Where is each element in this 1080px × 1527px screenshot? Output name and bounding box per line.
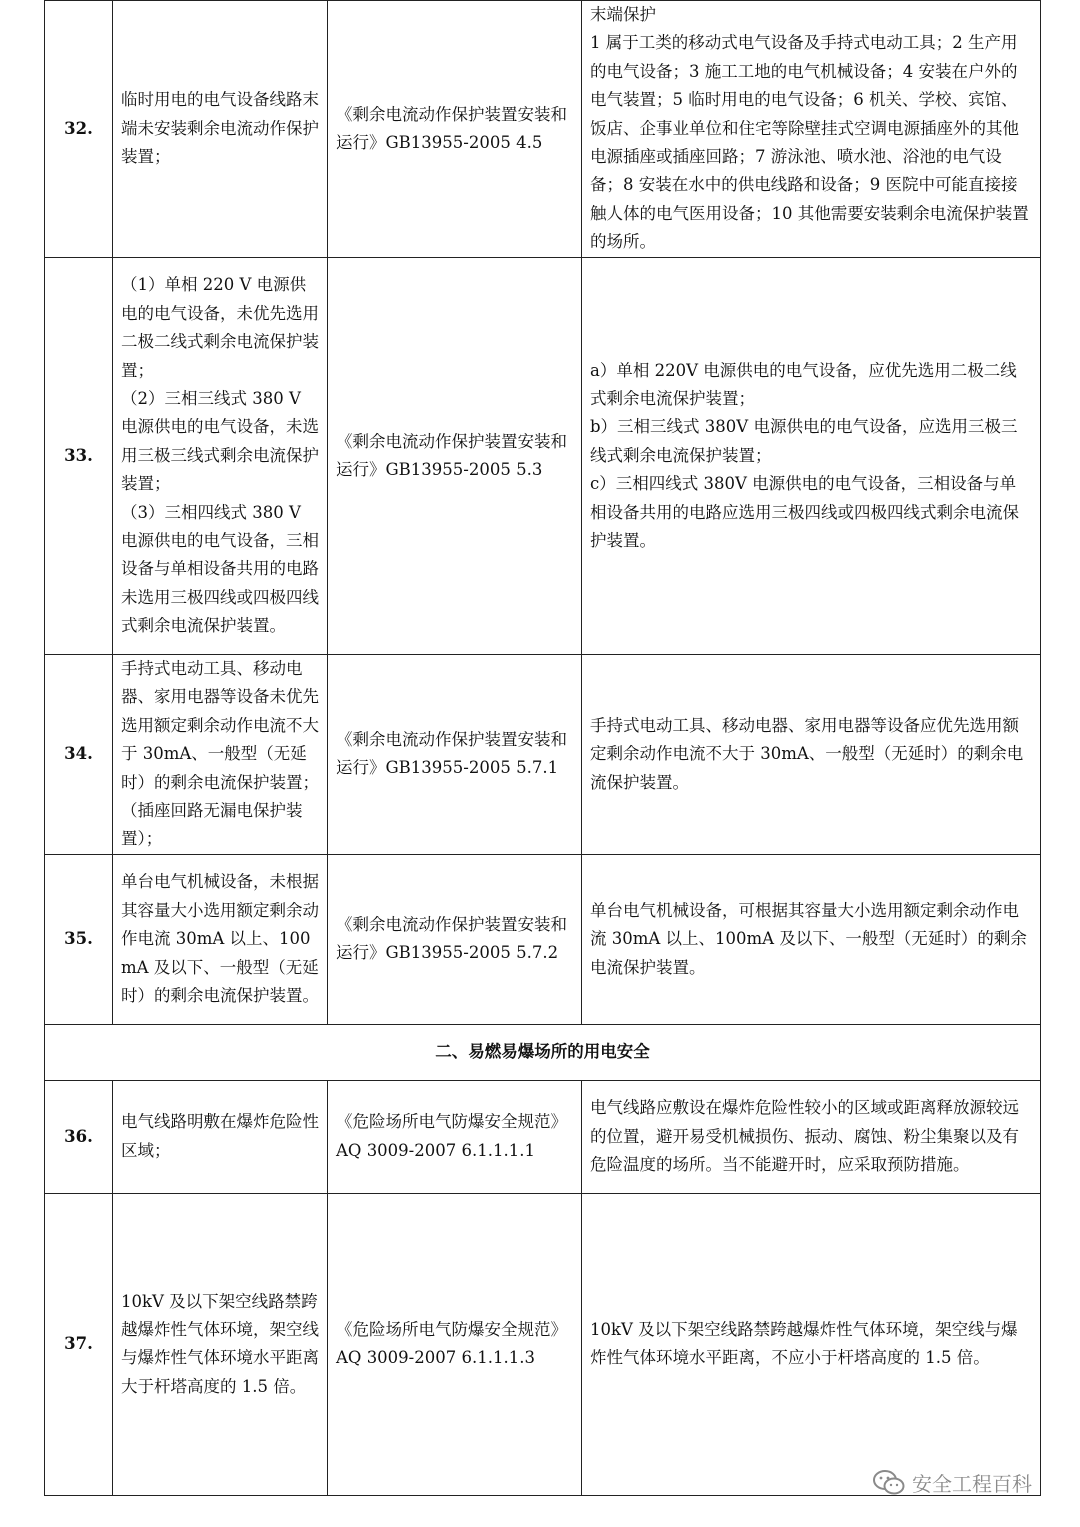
table-row (45, 1080, 1041, 1193)
issue-cell: 单台电气机械设备，未根据其容量大小选用额定剩余动作电流 30mA 以上、100mA 及以下、一般型（无延时）的剩余电流保护装置。 (113, 854, 328, 1024)
requirement-cell: 手持式电动工具、移动电器、家用电器等设备应优先选用额定剩余动作电流不大于 30mA、一般型（无延时）的剩余电流保护装置。 (582, 655, 1041, 855)
issue-cell: 电气线路明敷在爆炸危险性区域； (113, 1080, 328, 1193)
requirement-text: 末端保护 1 属于工类的移动式电气设备及手持式电动工具；2 生产用的电气设备；3 施工工地的电气机械设备；4 安装在户外的电气装置；5 临时用电的电气设备；6 机关、学校、宾馆、饭店、企事业单位和住宅等除壁挂式空调电源插座外的其他电源插座或插座回路；7 游泳池、喷水池、浴池的电气设备；8 安装在水中的供电线路和设备；9 医院中可能直接接触人体的电气医用设备；10 其他需要安装剩余电流保护装置的场所。 (590, 5, 1029, 252)
requirement-cell: 电气线路应敷设在爆炸危险性较小的区域或距离释放源较远的位置，避开易受机械损伤、振动、腐蚀、粉尘集聚以及有危险温度的场所。当不能避开时，应采取预防措施。 (582, 1080, 1041, 1193)
requirement-cell (582, 1, 1041, 258)
row-number: 36. (45, 1080, 113, 1193)
basis-cell: 《危险场所电气防爆安全规范》AQ 3009-2007 6.1.1.1.3 (328, 1193, 582, 1495)
section-title: 二、易燃易爆场所的用电安全 (45, 1024, 1041, 1080)
section-header-row (45, 1024, 1041, 1080)
basis-cell: 《剩余电流动作保护装置安装和运行》GB13955-2005 5.7.2 (328, 854, 582, 1024)
issue-cell: 手持式电动工具、移动电器、家用电器等设备未优先选用额定剩余动作电流不大于 30mA、一般型（无延时）的剩余电流保护装置；（插座回路无漏电保护装置）； (113, 655, 328, 855)
issue-cell: 10kV 及以下架空线路禁跨越爆炸性气体环境，架空线与爆炸性气体环境水平距离大于杆塔高度的 1.5 倍。 (113, 1193, 328, 1495)
basis-cell: 《剩余电流动作保护装置安装和运行》GB13955-2005 4.5 (328, 1, 582, 258)
requirement-cell: 单台电气机械设备，可根据其容量大小选用额定剩余动作电流 30mA 以上、100mA 及以下、一般型（无延时）的剩余电流保护装置。 (582, 854, 1041, 1024)
row-number: 32. (45, 1, 113, 258)
table-row (45, 1193, 1041, 1495)
basis-cell: 《剩余电流动作保护装置安装和运行》GB13955-2005 5.3 (328, 258, 582, 655)
watermark-text: 安全工程百科 (912, 1472, 1032, 1496)
wechat-icon (872, 1469, 906, 1497)
regulation-table (44, 0, 1041, 1496)
row-number: 37. (45, 1193, 113, 1495)
table-row (45, 1, 1041, 258)
requirement-cell: a）单相 220V 电源供电的电气设备，应优先选用二极二线式剩余电流保护装置； b）三相三线式 380V 电源供电的电气设备，应选用三极三线式剩余电流保护装置； c）三相四线式 380V 电源供电的电气设备，三相设备与单相设备共用的电路应选用三极四线或四极四线式剩余电流保护装置。 (582, 258, 1041, 655)
basis-cell: 《危险场所电气防爆安全规范》AQ 3009-2007 6.1.1.1.1 (328, 1080, 582, 1193)
watermark (872, 1468, 1032, 1497)
row-number: 33. (45, 258, 113, 655)
table-row (45, 258, 1041, 655)
table-row (45, 854, 1041, 1024)
issue-cell: （1）单相 220 V 电源供电的电气设备，未优先选用二极二线式剩余电流保护装置； （2）三相三线式 380 V 电源供电的电气设备，未选用三极三线式剩余电流保护装置； （3）三相四线式 380 V 电源供电的电气设备，三相设备与单相设备共用的电路未选用三极四线或四极四线式剩余电流保护装置。 (113, 258, 328, 655)
row-number: 35. (45, 854, 113, 1024)
issue-cell: 临时用电的电气设备线路末端未安装剩余电流动作保护装置； (113, 1, 328, 258)
basis-cell: 《剩余电流动作保护装置安装和运行》GB13955-2005 5.7.1 (328, 655, 582, 855)
requirement-cell: 10kV 及以下架空线路禁跨越爆炸性气体环境，架空线与爆炸性气体环境水平距离，不应小于杆塔高度的 1.5 倍。 (582, 1193, 1041, 1495)
row-number: 34. (45, 655, 113, 855)
table-row (45, 655, 1041, 855)
